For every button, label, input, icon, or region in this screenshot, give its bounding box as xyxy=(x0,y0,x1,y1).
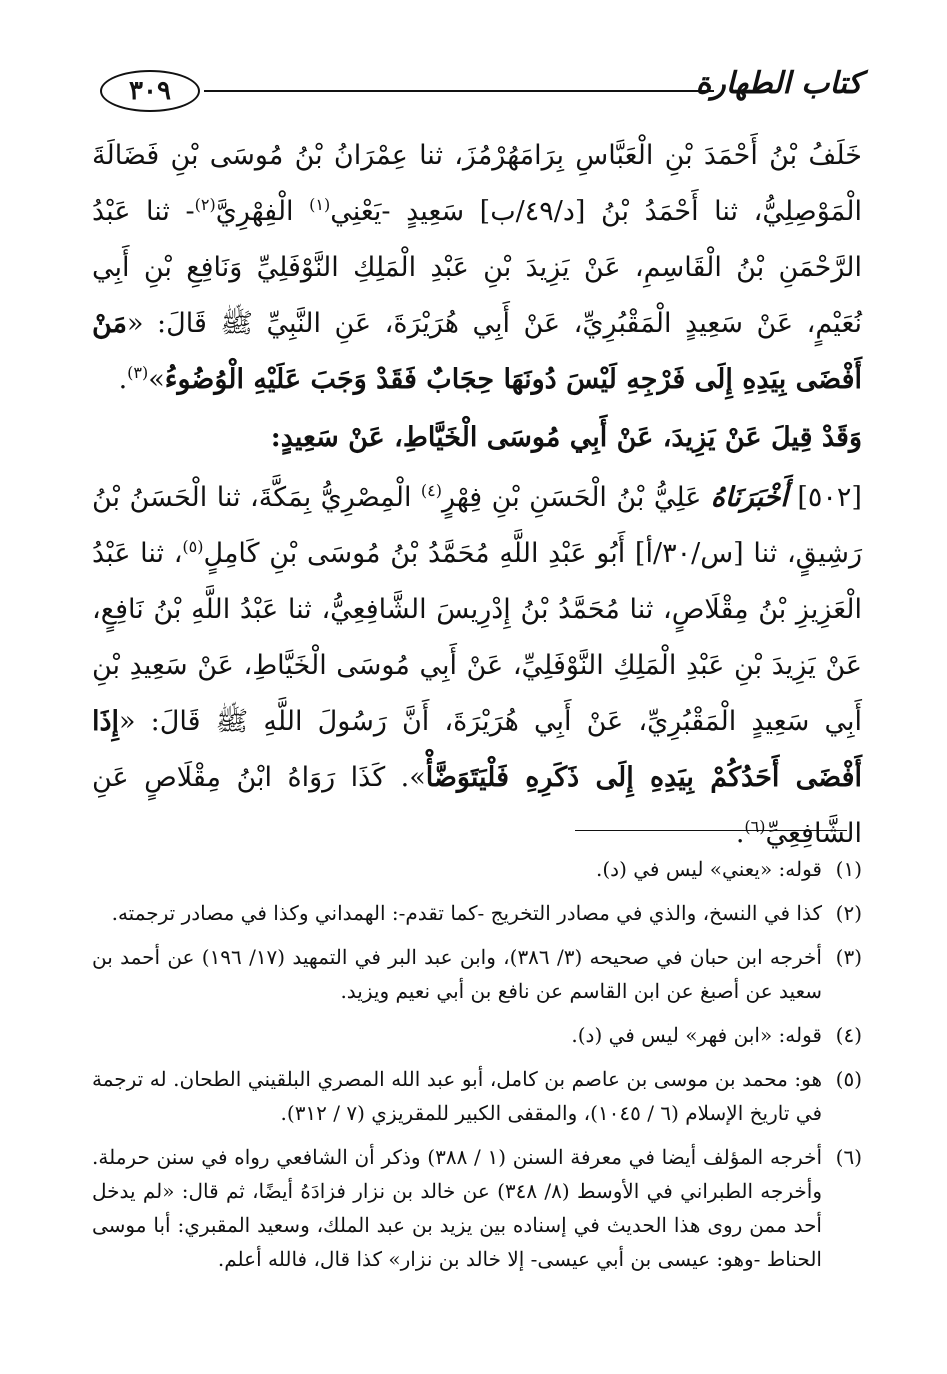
text-run: . xyxy=(118,364,128,395)
book-title: كتاب الطهارة xyxy=(695,66,862,101)
hadith-text: إِذَا أَفْضَى أَحَدُكُمْ بِيَدِهِ إِلَى ذَكَرِهِ فَلْيَتَوَضَّأْ xyxy=(92,706,863,793)
paragraph-isnad xyxy=(92,128,862,408)
paragraph-entry-502 xyxy=(92,470,862,862)
footnote-number: (١) xyxy=(835,857,862,881)
footnote xyxy=(92,1062,862,1130)
text-run: خَلَفُ بْنُ أَحْمَدَ بْنِ الْعَبَّاسِ بِرَامَهُرْمُزَ، ثنا عِمْرَانُ بْنُ مُوسَى بْنِ فَضَالَةَ الْمَوْصِلِيُّ، ثنا أَحْمَدُ بْنُ [د/٤٩/ب] سَعِيدٍ -يَعْنِي xyxy=(92,140,862,227)
footnote-text: هو: محمد بن موسى بن عاصم بن كامل، أبو عبد الله المصري البلقيني الطحان. له ترجمة في تاريخ الإسلام (٦ / ١٠٤٥)، والمقفى الكبير للمقريزي (٧ / ٣١٢). xyxy=(92,1067,822,1125)
footnote-number: (٣) xyxy=(835,945,862,969)
footnote xyxy=(92,896,862,930)
main-text xyxy=(92,128,862,862)
footnote-number: (٤) xyxy=(835,1023,862,1047)
footnote-ref: (٤) xyxy=(420,481,442,500)
hadith-text: مَنْ أَفْضَى بِيَدِهِ إِلَى فَرْجِهِ لَيْسَ دُونَهَا حِجَابٌ فَقَدْ وَجَبَ عَلَيْهِ الْوُضُوءُ xyxy=(92,308,862,395)
text-run: الْمِصْرِيُّ بِمَكَّةَ، ثنا الْحَسَنُ بْنُ رَشِيقٍ، ثنا [س/٣٠/أ] أَبُو عَبْدِ اللَّهِ مُحَمَّدُ بْنُ مُوسَى بْنِ كَامِلٍ xyxy=(92,482,862,569)
footnote-number: (٥) xyxy=(835,1067,862,1091)
footnote-ref: (١) xyxy=(309,195,331,214)
page-number: ٣٠٩ xyxy=(100,70,200,112)
entry-lead-word: أَخْبَرَنَاهُ xyxy=(710,482,788,513)
footnote-number: (٦) xyxy=(835,1145,862,1169)
footnote-ref: (٣) xyxy=(127,363,149,382)
entry-number: [٥٠٢] xyxy=(797,482,862,513)
text-run: ». كَذَا رَوَاهُ ابْنُ مِقْلَاصٍ عَنِ الشَّافِعِيِّ xyxy=(92,762,862,849)
footnote-separator xyxy=(575,830,847,831)
footnotes xyxy=(92,852,862,1286)
text-run: . xyxy=(735,818,745,849)
footnote xyxy=(92,852,862,886)
footnote xyxy=(92,940,862,1008)
text-run: - ثنا عَبْدُ الرَّحْمَنِ بْنُ الْقَاسِمِ، عَنْ يَزِيدَ بْنِ عَبْدِ الْمَلِكِ النَّوْفَلِيِّ وَنَافِعِ بْنِ أَبِي نُعَيْمٍ، عَنْ سَعِيدٍ الْمَقْبُرِيِّ، عَنْ أَبِي هُرَيْرَةَ، عَنِ النَّبِيِّ ﷺ قَالَ: « xyxy=(92,196,862,339)
footnote-number: (٢) xyxy=(835,901,862,925)
header-rule xyxy=(204,90,714,92)
footnote-text: قوله: «يعني» ليس في (د). xyxy=(596,857,822,881)
footnote-ref: (٥) xyxy=(182,537,204,556)
footnote-text: أخرجه ابن حبان في صحيحه (٣/ ٣٨٦)، وابن عبد البر في التمهيد (١٧/ ١٩٦) عن أحمد بن سعيد عن أصبغ عن ابن القاسم عن نافع بن أبي نعيم ويزيد. xyxy=(92,945,822,1003)
section-subheading: وَقَدْ قِيلَ عَنْ يَزِيدَ، عَنْ أَبِي مُوسَى الْخَيَّاطِ، عَنْ سَعِيدٍ: xyxy=(270,422,862,453)
footnote-text: كذا في النسخ، والذي في مصادر التخريج -كما تقدم-: الهمداني وكذا في مصادر ترجمته. xyxy=(111,901,822,925)
footnote-text: أخرجه المؤلف أيضا في معرفة السنن (١ / ٣٨٨) وذكر أن الشافعي رواه في سنن حرملة. وأخرجه الطبراني في الأوسط (٨/ ٣٤٨) عن خالد بن نزار فزادَهُ أيضًا، ثم قال: «لم يدخل أحد ممن روى هذا الحديث في إسناده بين يزيد بن عبد الملك، وسعيد المقبري: أبا موسى الحناط -وهو: عيسى بن أبي عيسى- إلا خالد بن نزار» كذا قال، فالله أعلم. xyxy=(92,1145,822,1271)
footnote xyxy=(92,1018,862,1052)
text-run: عَلِيُّ بْنُ الْحَسَنِ بْنِ فِهْرٍ xyxy=(441,482,702,513)
footnote-text: قوله: «ابن فهر» ليس في (د). xyxy=(571,1023,822,1047)
footnote-ref: (٢) xyxy=(194,195,216,214)
page-header xyxy=(92,66,862,116)
footnote xyxy=(92,1140,862,1276)
text-run: الْفِهْرِيَّ xyxy=(215,196,294,227)
text-run: » xyxy=(148,364,165,395)
text-run: ، ثنا عَبْدُ الْعَزِيزِ بْنُ مِقْلَاصٍ، ثنا مُحَمَّدُ بْنُ إِدْرِيسَ الشَّافِعِيُّ، ثنا عَبْدُ اللَّهِ بْنُ نَافِعٍ، عَنْ يَزِيدَ بْنِ عَبْدِ الْمَلِكِ النَّوْفَلِيِّ، عَنْ أَبِي مُوسَى الْخَيَّاطِ، عَنْ سَعِيدِ بْنِ أَبِي سَعِيدٍ الْمَقْبُرِيِّ، عَنْ أَبِي هُرَيْرَةَ، أَنَّ رَسُولَ اللَّهِ ﷺ قَالَ: « xyxy=(92,538,862,737)
footnote-ref: (٦) xyxy=(744,817,766,836)
